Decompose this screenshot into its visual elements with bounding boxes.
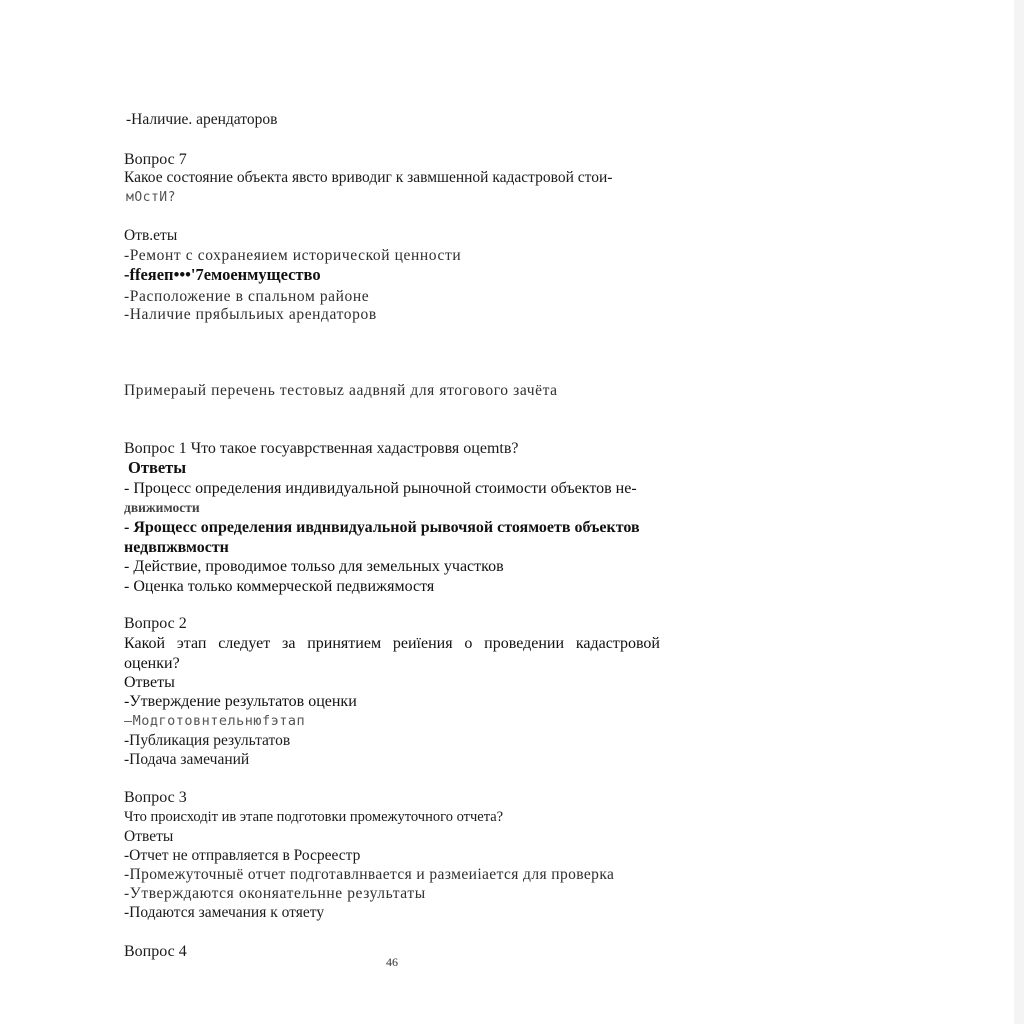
tail-line: -Наличие. арендаторов bbox=[126, 111, 278, 128]
question-4-label: Вопрос 4 bbox=[124, 943, 187, 960]
question-1-line bbox=[124, 439, 519, 458]
question-3-label: Вопрос 3 bbox=[124, 789, 187, 806]
question-7-text: Какое состояние объекта явсто вриводиг к завмшенной кадастровой стои- bbox=[124, 169, 613, 186]
question-2-label: Вопрос 2 bbox=[124, 615, 187, 632]
page-number: 46 bbox=[386, 955, 398, 969]
question-7-label: Вопрос 7 bbox=[124, 151, 187, 168]
question-1-answer-2-cont: недвпжвмостн bbox=[124, 539, 229, 556]
question-2-text-cont: оценки? bbox=[124, 655, 180, 672]
question-1-answers-label: Ответы bbox=[128, 458, 187, 477]
question-2-answer-2: –Модготовнтельнюfэтап bbox=[124, 713, 306, 729]
question-7-answer-1: -Ремонт с сохранеяием исторической ценности bbox=[124, 247, 462, 264]
page-edge-shadow bbox=[1014, 0, 1024, 1024]
question-7-answer-3: -Расположение в спальном районе bbox=[124, 288, 370, 305]
question-1-answer-2: - Ярощесс определения ивднвидуальной рывочяой стоямоетв объектов bbox=[124, 519, 640, 536]
question-1-answer-4: - Оценка только коммерческой педвижямостя bbox=[124, 578, 435, 595]
question-1-text: Что такое госуаврственная хадастроввя оцеmtв? bbox=[190, 440, 519, 457]
question-1-label: Вопрос 1 bbox=[124, 440, 187, 457]
question-3-answer-1: -Отчет не отправляется в Росреестр bbox=[124, 847, 361, 864]
question-7-answer-4: -Наличие прябыльиых арендаторов bbox=[124, 306, 377, 323]
question-2-answers-label: Ответы bbox=[124, 674, 175, 691]
question-1-answer-1: - Процесс определения индивидуальной рыночной стоимости объектов не- bbox=[124, 480, 637, 497]
question-3-text: Что происходiт ив этапе подготовки промежуточного отчета? bbox=[124, 809, 504, 825]
question-3-answer-2: -Промежуточныё отчет подготавлнвается и размеиіается для проверка bbox=[124, 866, 615, 883]
question-3-answers-label: Ответы bbox=[124, 828, 174, 845]
question-7-text-cont: мОстИ? bbox=[126, 190, 176, 205]
question-7-answer-2: -ffеяеп•••'7емоенмущество bbox=[124, 265, 321, 284]
question-3-answer-4: -Подаются замечания к отяету bbox=[124, 904, 325, 921]
question-7-answers-label: Отв.еты bbox=[124, 227, 178, 244]
question-1-answer-3: - Действие, проводимое тольsо для земельных участков bbox=[124, 558, 504, 575]
question-3-answer-3: -Утверждаются оконяательнне результаты bbox=[124, 885, 426, 902]
question-2-text: Какой этап следует за принятием реиїения о проведении кадастровой bbox=[124, 635, 660, 652]
question-1-answer-1-cont: движимости bbox=[124, 500, 200, 515]
section-title: Примераый перечень тестовыz аадвняй для ятогового зачёта bbox=[124, 382, 558, 399]
question-2-answer-1: -Утверждение результатов оценки bbox=[124, 693, 357, 710]
question-2-answer-4: -Подача замечаний bbox=[124, 751, 250, 768]
question-2-answer-3: -Публикация результатов bbox=[124, 732, 291, 749]
